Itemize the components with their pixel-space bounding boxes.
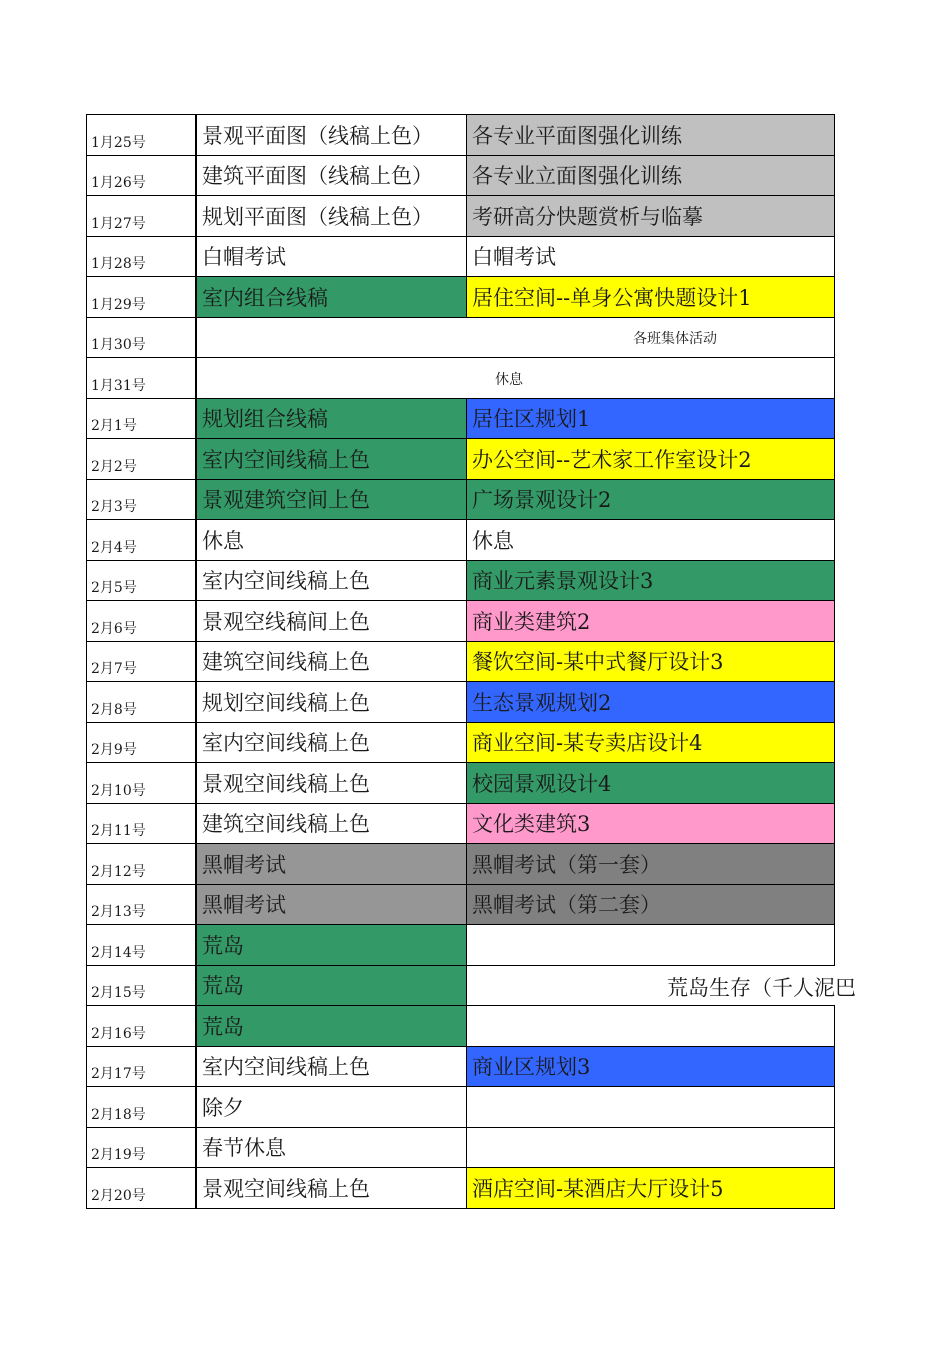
course-label: 餐饮空间-某中式餐厅设计3 [472,650,724,675]
schedule-table [86,114,856,1209]
table-row [87,317,835,358]
date-cell [87,1127,197,1168]
table-row [87,196,835,237]
table-row [87,884,835,925]
course-cell-morning [196,560,467,601]
course-cell-afternoon [467,115,835,156]
date-label: 1月30号 [91,337,146,353]
date-label: 2月18号 [91,1106,146,1123]
table-row [87,479,835,520]
date-cell [87,1046,197,1087]
course-label: 景观建筑空间上色 [202,488,370,513]
date-cell [87,520,197,561]
course-cell-afternoon [467,1046,835,1087]
date-cell [87,763,197,804]
date-label: 2月5号 [91,580,137,596]
course-cell-afternoon [467,965,856,1006]
course-cell-morning [196,682,467,723]
course-cell-morning [196,1006,467,1047]
course-label: 荒岛生存（千人泥巴 [667,975,856,1000]
course-label: 黑帽考试（第二套） [472,893,661,918]
date-cell [87,1087,197,1128]
date-cell [87,803,197,844]
date-label: 1月29号 [91,296,146,313]
date-cell [87,722,197,763]
course-label: 商业元素景观设计3 [472,569,654,594]
table-row [87,560,835,601]
course-label: 建筑平面图（线稿上色） [202,164,433,189]
table-row [87,520,835,561]
course-cell-afternoon [467,844,835,885]
date-label: 2月11号 [91,823,146,839]
table-row [87,641,835,682]
course-cell-afternoon [467,236,835,277]
table-row [87,236,835,277]
course-cell-morning [196,196,467,237]
table-row [87,439,835,480]
date-label: 2月9号 [91,742,137,758]
course-cell-morning [196,1046,467,1087]
course-label: 荒岛 [202,1014,244,1039]
course-label: 景观空间线稿上色 [202,771,370,796]
schedule-body [87,115,856,1209]
course-cell-afternoon [467,560,835,601]
course-label: 室内空间线稿上色 [202,569,370,594]
course-cell-morning [196,439,467,480]
course-cell-morning [196,1087,467,1128]
course-cell-morning [196,1168,467,1209]
course-cell-afternoon [467,520,835,561]
course-label: 规划平面图（线稿上色） [202,204,433,229]
table-row [87,1087,835,1128]
course-cell-afternoon [467,1087,835,1128]
table-row [87,925,835,966]
date-cell [87,236,197,277]
course-label: 商业区规划3 [472,1055,591,1080]
course-label: 荒岛 [202,933,244,958]
date-cell [87,884,197,925]
course-label: 商业空间-某专卖店设计4 [472,731,703,756]
course-cell-afternoon [467,803,835,844]
table-row [87,682,835,723]
table-row [87,1168,835,1209]
course-cell-afternoon [467,641,835,682]
course-label: 景观空线稿间上色 [202,609,370,634]
date-cell [87,439,197,480]
course-cell-afternoon [467,601,835,642]
table-row [87,803,835,844]
date-cell [87,115,197,156]
merged-activity-cell [196,317,835,358]
course-cell-morning [196,155,467,196]
course-label: 黑帽考试（第一套） [472,852,661,877]
course-cell-afternoon [467,925,835,966]
table-row [87,155,835,196]
course-label: 校园景观设计4 [472,771,612,796]
date-label: 2月1号 [91,418,137,434]
date-label: 2月6号 [91,620,137,637]
table-row [87,601,835,642]
table-row [87,1127,835,1168]
course-cell-afternoon [467,155,835,196]
course-cell-afternoon [467,682,835,723]
date-cell [87,560,197,601]
date-label: 2月12号 [91,863,146,880]
course-label: 办公空间--艺术家工作室设计2 [472,447,752,472]
course-label: 景观平面图（线稿上色） [202,123,433,148]
date-cell [87,155,197,196]
date-label: 2月8号 [91,701,137,718]
date-label: 2月3号 [91,499,137,515]
date-label: 2月4号 [91,539,137,556]
table-row [87,722,835,763]
date-cell [87,844,197,885]
course-label: 室内空间线稿上色 [202,1055,370,1080]
course-cell-morning [196,1127,467,1168]
date-label: 2月19号 [91,1147,146,1163]
date-label: 2月15号 [91,985,146,1001]
course-label: 室内组合线稿 [202,285,328,310]
course-cell-morning [196,520,467,561]
course-label: 室内空间线稿上色 [202,731,370,756]
table-row [87,1006,835,1047]
date-label: 1月27号 [91,215,146,232]
date-label: 1月28号 [91,256,146,272]
course-label: 白帽考试 [472,245,556,270]
course-label: 室内空间线稿上色 [202,447,370,472]
course-label: 建筑空间线稿上色 [202,650,370,675]
date-cell [87,398,197,439]
table-row [87,277,835,318]
table-row [87,763,835,804]
course-cell-morning [196,763,467,804]
course-label: 黑帽考试 [202,852,286,877]
course-cell-afternoon [467,722,835,763]
course-cell-morning [196,236,467,277]
course-cell-afternoon [467,1168,835,1209]
course-label: 各专业平面图强化训练 [472,123,682,148]
table-row [87,1046,835,1087]
date-cell [87,1006,197,1047]
table-row [87,398,835,439]
course-cell-morning [196,115,467,156]
date-cell [87,641,197,682]
course-cell-afternoon [467,277,835,318]
course-label: 荒岛 [202,974,244,999]
course-label: 白帽考试 [202,245,286,270]
table-row [87,965,835,1006]
table-row [87,844,835,885]
course-cell-morning [196,965,467,1006]
date-cell [87,479,197,520]
date-label: 2月13号 [91,904,146,920]
date-label: 1月26号 [91,175,146,191]
course-label: 休息 [472,528,514,553]
date-label: 2月16号 [91,1025,146,1042]
course-cell-morning [196,601,467,642]
course-cell-afternoon [467,439,835,480]
table-row [87,358,835,399]
course-label: 规划组合线稿 [202,407,328,432]
date-cell [87,358,197,399]
date-label: 2月20号 [91,1187,146,1204]
course-cell-afternoon [467,398,835,439]
course-cell-morning [196,803,467,844]
date-cell [87,601,197,642]
course-cell-morning [196,722,467,763]
course-label: 居住空间--单身公寓快题设计1 [472,285,752,310]
date-cell [87,317,197,358]
course-cell-afternoon [467,763,835,804]
course-cell-afternoon [467,196,835,237]
course-cell-afternoon [467,1006,835,1047]
table-row [87,115,835,156]
date-label: 2月14号 [91,944,146,961]
date-label: 2月10号 [91,782,146,799]
activity-label: 休息 [495,371,523,388]
date-cell [87,1168,197,1209]
date-label: 1月31号 [91,377,146,394]
course-cell-morning [196,844,467,885]
activity-label: 各班集体活动 [633,331,717,348]
course-cell-afternoon [467,1127,835,1168]
course-label: 春节休息 [202,1136,286,1161]
course-label: 规划空间线稿上色 [202,690,370,715]
date-label: 2月17号 [91,1066,146,1082]
date-cell [87,925,197,966]
date-cell [87,965,197,1006]
course-cell-morning [196,641,467,682]
course-cell-afternoon [467,479,835,520]
course-label: 文化类建筑3 [472,812,591,837]
date-cell [87,196,197,237]
course-label: 除夕 [202,1095,244,1120]
course-label: 各专业立面图强化训练 [472,164,682,189]
course-cell-morning [196,479,467,520]
date-cell [87,682,197,723]
course-label: 酒店空间-某酒店大厅设计5 [472,1176,724,1201]
course-label: 建筑空间线稿上色 [202,812,370,837]
date-label: 2月2号 [91,458,137,475]
course-label: 休息 [202,528,244,553]
course-label: 广场景观设计2 [472,488,612,513]
course-label: 生态景观规划2 [472,690,612,715]
course-label: 黑帽考试 [202,893,286,918]
course-cell-morning [196,277,467,318]
course-cell-morning [196,398,467,439]
date-cell [87,277,197,318]
course-cell-morning [196,925,467,966]
course-label: 商业类建筑2 [472,609,591,634]
course-cell-morning [196,884,467,925]
date-label: 1月25号 [91,134,146,151]
merged-activity-cell [196,358,835,399]
course-cell-afternoon [467,884,835,925]
course-label: 居住区规划1 [472,407,591,432]
date-label: 2月7号 [91,661,137,677]
course-label: 考研高分快题赏析与临摹 [472,204,703,229]
course-label: 景观空间线稿上色 [202,1176,370,1201]
